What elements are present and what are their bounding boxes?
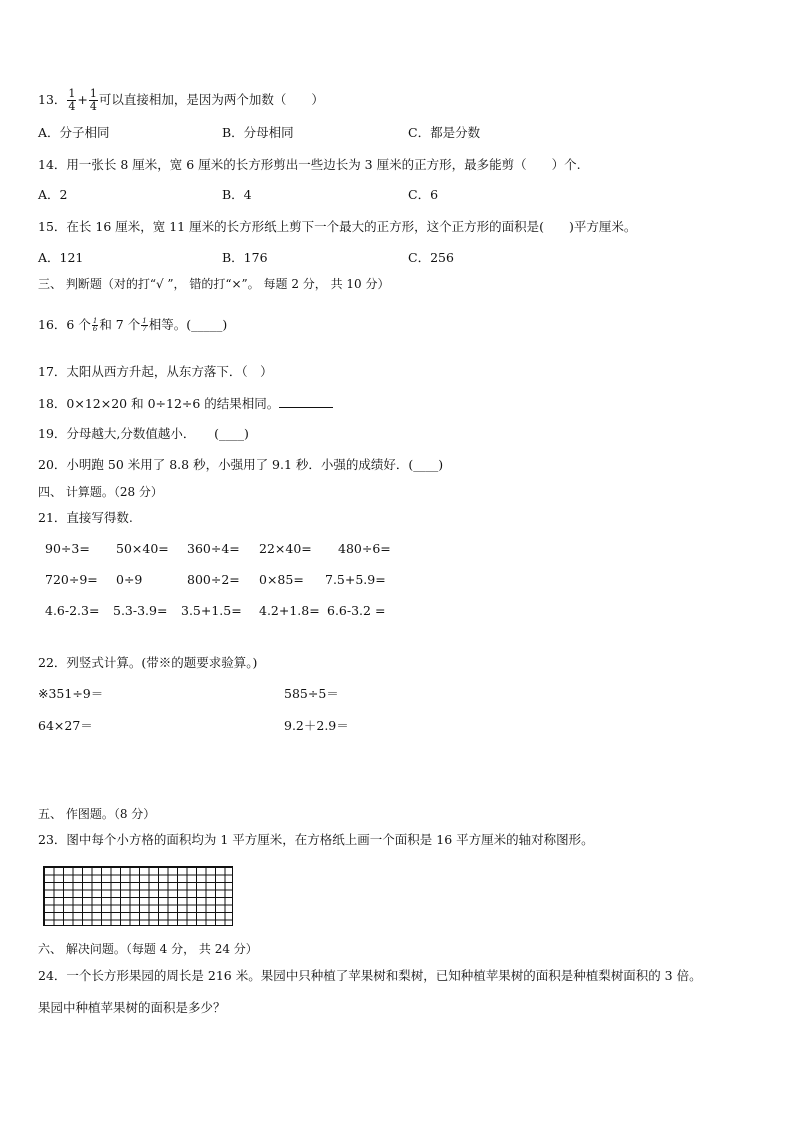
question-23: 23．图中每个小方格的面积均为 1 平方厘米，在方格纸上画一个面积是 16 平方厘米的轴对称图形。	[38, 832, 594, 847]
answer-blank[interactable]	[279, 395, 333, 408]
calc-item: 7.5+5.9=	[325, 572, 386, 587]
vertical-calc-item: 64×27＝	[38, 718, 93, 733]
option-c[interactable]: C．都是分数	[408, 125, 481, 140]
question-18: 18．0×12×20 和 0÷12÷6 的结果相同。	[38, 395, 333, 412]
question-text: 可以直接相加，是因为两个加数（ ）	[98, 92, 324, 107]
calc-item: 720÷9=	[45, 572, 98, 587]
calc-item: 22×40=	[259, 541, 312, 556]
option-b[interactable]: B．分母相同	[222, 125, 294, 140]
section-6-title: 六、 解决问题。（每题 4 分， 共 24 分）	[38, 942, 258, 956]
question-17: 17．太阳从西方升起，从东方落下．（ ）	[38, 364, 273, 379]
calc-item: 800÷2=	[187, 572, 240, 587]
fraction-one-sixth: $\frac{1}{6}$	[92, 317, 98, 333]
question-24-line1: 24．一个长方形果园的周长是 216 米。果园中只种植了苹果树和梨树，已知种植苹果树的面积是种植梨树面积的 3 倍。	[38, 968, 702, 983]
calc-item: 4.6-2.3=	[45, 603, 100, 618]
option-b[interactable]: B．176	[222, 250, 268, 265]
vertical-calc-item: 9.2＋2.9＝	[284, 718, 349, 733]
question-13: 13． $\frac{1}{4}$ + $\frac{1}{4}$ 可以直接相加，是因为两个加数（ ）	[38, 87, 324, 113]
question-number: 13．	[38, 92, 67, 107]
fraction-one-quarter: $\frac{1}{4}$	[68, 87, 76, 113]
question-16: 16．6 个 $\frac{1}{6}$ 和 7 个 $\frac{1}{7}$ 相等。(_____)	[38, 317, 228, 333]
fraction-one-seventh: $\frac{1}{7}$	[142, 317, 147, 333]
question-19: 19．分母越大,分数值越小． (____)	[38, 426, 249, 441]
calc-item: 4.2+1.8=	[259, 603, 320, 618]
question-21-title: 21．直接写得数.	[38, 510, 133, 525]
graph-paper-grid[interactable]	[43, 866, 233, 926]
section-3-title: 三、 判断题（对的打“√ ”， 错的打“×”。 每题 2 分， 共 10 分）	[38, 277, 390, 291]
option-a[interactable]: A．2	[38, 187, 68, 202]
option-a[interactable]: A．分子相同	[38, 125, 110, 140]
option-c[interactable]: C．6	[408, 187, 439, 202]
calc-item: 50×40=	[116, 541, 169, 556]
option-b[interactable]: B．4	[222, 187, 252, 202]
question-20: 20．小明跑 50 米用了 8.8 秒，小强用了 9.1 秒．小强的成绩好．(____)	[38, 457, 444, 472]
question-15: 15．在长 16 厘米，宽 11 厘米的长方形纸上剪下一个最大的正方形，这个正方形的面积是( )平方厘米。	[38, 219, 637, 234]
question-14: 14．用一张长 8 厘米，宽 6 厘米的长方形剪出一些边长为 3 厘米的正方形，最多能剪（ ）个.	[38, 157, 581, 172]
calc-item: 360÷4=	[187, 541, 240, 556]
calc-item: 3.5+1.5=	[181, 603, 242, 618]
calc-item: 480÷6=	[338, 541, 391, 556]
section-5-title: 五、 作图题。（8 分）	[38, 807, 156, 821]
calc-item: 90÷3=	[45, 541, 90, 556]
calc-item: 5.3-3.9=	[113, 603, 168, 618]
section-4-title: 四、 计算题。（28 分）	[38, 485, 163, 499]
question-22-title: 22．列竖式计算。(带※的题要求验算。)	[38, 655, 258, 670]
option-a[interactable]: A．121	[38, 250, 84, 265]
option-c[interactable]: C．256	[408, 250, 454, 265]
vertical-calc-item: 585÷5＝	[284, 686, 339, 701]
calc-item: 0÷9	[116, 572, 143, 587]
question-24-line2: 果园中种植苹果树的面积是多少？	[38, 1000, 226, 1015]
fraction-one-quarter: $\frac{1}{4}$	[89, 87, 97, 113]
calc-item: 6.6-3.2 =	[327, 603, 386, 618]
vertical-calc-item: ※351÷9＝	[38, 686, 104, 701]
calc-item: 0×85=	[259, 572, 304, 587]
